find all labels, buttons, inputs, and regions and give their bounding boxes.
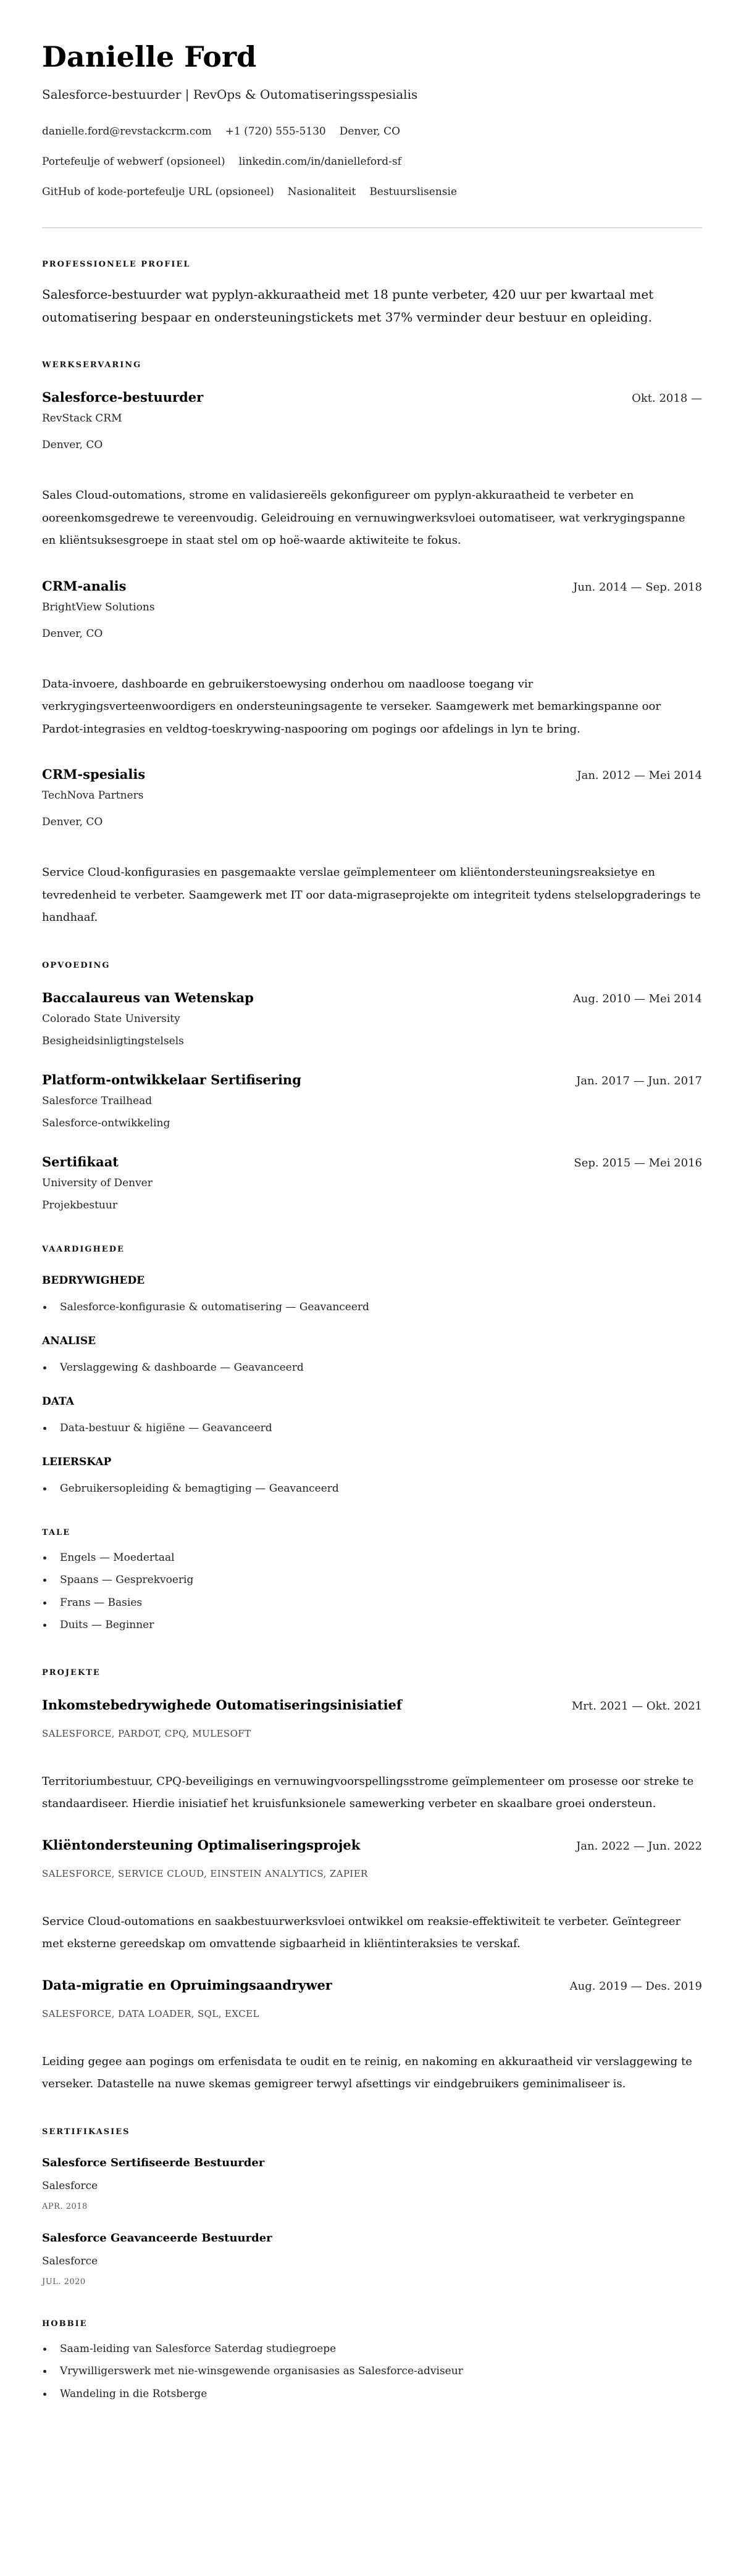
- candidate-name: Danielle Ford: [42, 40, 257, 73]
- hobby-item: Vrywilligerswerk met nie-winsgewende organisasies as Salesforce-adviseur: [42, 2360, 702, 2383]
- education-entry: [42, 989, 702, 1049]
- entry-header: [42, 389, 702, 407]
- entry-date: Aug. 2010 — Mei 2014: [572, 992, 702, 1005]
- institution-name: Salesforce Trailhead: [42, 1094, 153, 1107]
- linkedin-link[interactable]: linkedin.com/in/danielleford-sf: [238, 156, 401, 168]
- entry-date: Sep. 2015 — Mei 2016: [574, 1156, 702, 1170]
- section-heading: HOBBIE: [42, 2319, 88, 2329]
- skill-item: Verslaggewing & dashboarde — Geavanceerd: [42, 1360, 702, 1376]
- entry-title: CRM-analis: [42, 578, 127, 594]
- entry-title: Inkomstebedrywighede Outomatiseringsinisiatief: [42, 1697, 402, 1713]
- entry-date: Jan. 2012 — Mei 2014: [577, 769, 702, 782]
- github-link[interactable]: GitHub of kode-portefeulje URL (opsioneel): [42, 186, 274, 198]
- section-heading: SERTIFIKASIES: [42, 2127, 130, 2137]
- entry-date: Okt. 2018 —: [632, 392, 702, 405]
- project-entry: [42, 1837, 702, 1956]
- entry-title: Sertifikaat: [42, 1153, 119, 1170]
- section-heading: PROJEKTE: [42, 1668, 101, 1677]
- entry-date: Jun. 2014 — Sep. 2018: [573, 580, 702, 594]
- project-description: Leiding gegee aan pogings om erfenisdata te oudit en te reinig, en nakoming en akkuraatheid vir verslaggewing te verseker. Datastelle na nuwe skemas gemigreer terwyl afsettings vir eindgebruikers geminimaliseer is.: [42, 2055, 692, 2091]
- field-of-study: Besigheidsinligtingstelsels: [42, 1034, 184, 1047]
- portfolio-link[interactable]: Portefeulje of webwerf (opsioneel): [42, 156, 225, 168]
- skill-list: [42, 1420, 702, 1436]
- drivers-license: Bestuurslisensie: [369, 186, 457, 198]
- job-description: Service Cloud-konfigurasies en pasgemaakte verslae geïmplementeer om kliëntondersteuningsreaksietye en tevredenheid te verbeter. Saamgewerk met IT oor data-migraseprojekte om integriteit tydens stelselopgraderings te handhaaf.: [42, 866, 701, 924]
- hobby-item: Saam-leiding van Salesforce Saterdag studiegroepe: [42, 2338, 702, 2361]
- location: Denver, CO: [339, 125, 401, 138]
- company-name: RevStack CRM: [42, 412, 122, 425]
- education-entry: [42, 1071, 702, 1131]
- field-of-study: Projekbestuur: [42, 1199, 117, 1211]
- entry-title: CRM-spesialis: [42, 767, 146, 782]
- certification-date: APR. 2018: [42, 2201, 88, 2211]
- hobbies-section: [42, 2319, 702, 2406]
- hobby-item: Wandeling in die Rotsberge: [42, 2383, 702, 2406]
- entry-date: Aug. 2019 — Des. 2019: [569, 1979, 702, 1993]
- phone-number: +1 (720) 555-5130: [225, 125, 326, 138]
- language-item: Frans — Basies: [42, 1592, 702, 1614]
- certification-entry: [42, 2156, 702, 2212]
- entry-header: [42, 1837, 702, 1855]
- job-location: Denver, CO: [42, 627, 103, 640]
- certification-title: Salesforce Sertifiseerde Bestuurder: [42, 2156, 265, 2169]
- entry-title: Kliëntondersteuning Optimaliseringsprojek: [42, 1837, 361, 1853]
- projects-section: [42, 1668, 702, 2096]
- institution-name: Colorado State University: [42, 1012, 180, 1025]
- entry-header: [42, 1153, 702, 1172]
- skill-category-heading: LEIERSKAP: [42, 1455, 112, 1468]
- job-entry: [42, 766, 702, 929]
- project-tech-stack: SALESFORCE, SERVICE CLOUD, EINSTEIN ANALYTICS, ZAPIER: [42, 1868, 368, 1879]
- education-entry: [42, 1153, 702, 1213]
- contact-row: [42, 183, 702, 201]
- job-location: Denver, CO: [42, 816, 103, 828]
- project-description: Service Cloud-outomations en saakbestuurwerksvloei ontwikkel om reaksie-effektiwiteit te verbeter. Geïntegreer met eksterne gereedskap om omvattende sigbaarheid in kliëntinteraksies te verskaf.: [42, 1914, 681, 1951]
- project-entry: [42, 1977, 702, 2096]
- contact-row: [42, 153, 702, 170]
- section-heading: PROFESSIONELE PROFIEL: [42, 260, 191, 269]
- certifications-section: [42, 2127, 702, 2288]
- contact-row: [42, 123, 702, 140]
- job-entry: [42, 578, 702, 741]
- entry-date: Mrt. 2021 — Okt. 2021: [571, 1699, 702, 1713]
- entry-header: [42, 766, 702, 784]
- email-link[interactable]: danielle.ford@revstackcrm.com: [42, 125, 212, 138]
- entry-header: [42, 578, 702, 596]
- entry-date: Jan. 2017 — Jun. 2017: [576, 1074, 702, 1087]
- language-item: Engels — Moedertaal: [42, 1547, 702, 1569]
- certification-issuer: Salesforce: [42, 2254, 98, 2267]
- language-item: Duits — Beginner: [42, 1614, 702, 1637]
- entry-title: Salesforce-bestuurder: [42, 389, 204, 405]
- entry-title: Baccalaureus van Wetenskap: [42, 989, 254, 1005]
- education-section: [42, 960, 702, 1213]
- job-location: Denver, CO: [42, 439, 103, 451]
- skill-list: [42, 1299, 702, 1315]
- skill-item: Data-bestuur & higiëne — Geavanceerd: [42, 1420, 702, 1436]
- skills-section: [42, 1244, 702, 1497]
- skill-item: Salesforce-konfigurasie & outomatisering — Geavanceerd: [42, 1299, 702, 1315]
- skill-category-heading: ANALISE: [42, 1334, 96, 1347]
- section-heading: TALE: [42, 1527, 71, 1537]
- headline: Salesforce-bestuurder | RevOps & Outomatiseringsspesialis: [42, 87, 418, 102]
- resume-header: [42, 40, 702, 201]
- certification-title: Salesforce Geavanceerde Bestuurder: [42, 2231, 272, 2245]
- experience-section: [42, 360, 702, 929]
- certification-date: JUL. 2020: [42, 2277, 86, 2287]
- company-name: BrightView Solutions: [42, 600, 155, 613]
- profile-summary: Salesforce-bestuurder wat pyplyn-akkuraatheid met 18 punte verbeter, 420 uur per kwartaal met outomatisering bespaar en ondersteuningstickets met 37% verminder deur bestuur en opleiding.: [42, 287, 654, 325]
- company-name: TechNova Partners: [42, 789, 144, 802]
- entry-header: [42, 989, 702, 1008]
- project-tech-stack: SALESFORCE, PARDOT, CPQ, MULESOFT: [42, 1727, 251, 1739]
- certification-entry: [42, 2231, 702, 2288]
- skill-category-heading: BEDRYWIGHEDE: [42, 1274, 145, 1287]
- field-of-study: Salesforce-ontwikkeling: [42, 1116, 170, 1129]
- header-divider: [42, 227, 702, 228]
- entry-title: Platform-ontwikkelaar Sertifisering: [42, 1071, 301, 1087]
- project-tech-stack: SALESFORCE, DATA LOADER, SQL, EXCEL: [42, 2008, 259, 2019]
- skill-list: [42, 1360, 702, 1376]
- entry-date: Jan. 2022 — Jun. 2022: [576, 1839, 702, 1853]
- section-heading: VAARDIGHEDE: [42, 1244, 125, 1254]
- hobby-list: [42, 2338, 702, 2406]
- entry-header: [42, 1697, 702, 1715]
- job-description: Data-invoere, dashboarde en gebruikerstoewysing onderhou om naadloose toegang vir verkrygingsverteenwoordigers en ondersteuningsagente te verseker. Saamgewerk met bemarkingspanne oor Pardot-integrasies en veldtog-toeskrywing-naspooring om pogings oor afdelings in lyn te bring.: [42, 677, 661, 736]
- language-item: Spaans — Gesprekvoerig: [42, 1569, 702, 1592]
- project-entry: [42, 1697, 702, 1816]
- languages-section: [42, 1527, 702, 1637]
- language-list: [42, 1547, 702, 1637]
- skill-category-heading: DATA: [42, 1395, 74, 1408]
- entry-header: [42, 1977, 702, 1995]
- section-heading: OPVOEDING: [42, 960, 111, 970]
- skill-item: Gebruikersopleiding & bemagtiging — Geavanceerd: [42, 1481, 702, 1497]
- project-description: Territoriumbestuur, CPQ-beveiligings en vernuwingvoorspellingsstrome geïmplementeer om prosesse oor streke te standaardiseer. Hierdie inisiatief het kruisfunksionele samewerking verbeter en skaalbare groei ondersteun.: [42, 1774, 694, 1811]
- institution-name: University of Denver: [42, 1176, 153, 1189]
- entry-header: [42, 1071, 702, 1090]
- job-description: Sales Cloud-outomations, strome en validasiereëls gekonfigureer om pyplyn-akkuraatheid te verbeter en ooreenkomsgedrewe te vereenvoudig. Geleidrouing en vernuwingwerksvloei outomatiseer, wat verkrygingspanne en kliëntsuksesgroepe in staat stel om op hoë-waarde aktiwiteite te fokus.: [42, 489, 685, 547]
- skill-list: [42, 1481, 702, 1497]
- job-entry: [42, 389, 702, 552]
- profile-section: [42, 259, 702, 329]
- entry-title: Data-migratie en Opruimingsaandrywer: [42, 1977, 332, 1993]
- certification-issuer: Salesforce: [42, 2179, 98, 2192]
- nationality: Nasionaliteit: [287, 186, 356, 198]
- section-heading: WERKSERVARING: [42, 360, 142, 370]
